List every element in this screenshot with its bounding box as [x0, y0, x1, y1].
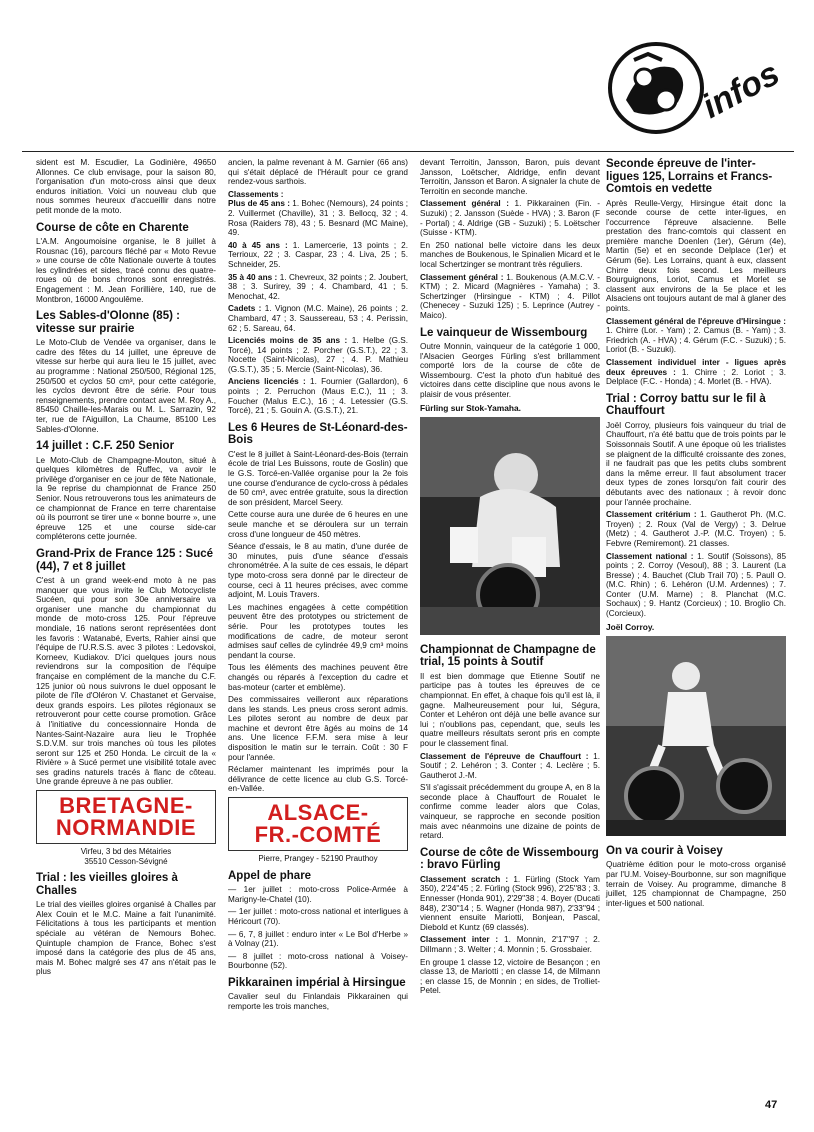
heading-inter-ligues: Seconde épreuve de l'inter-ligues 125, Lorrains et Francs-Comtois en vedette: [606, 158, 773, 195]
paragraph: Les machines engagées à cette compétition peuvent être des prototypes ou strictement de série. Pour les prototypes toutes les modifications de cadre, de moteur seront admises sauf celles de cylindrée 49,9 cm³ moins pendant la course.: [228, 602, 408, 660]
heading-charente: Course de côte en Charente: [36, 221, 189, 234]
paragraph: Tous les éléments des machines peuvent être changés ou réparés à l'exception du cadre et bas-moteur (carter et emblème).: [228, 663, 408, 692]
result-label: Classement général de l'épreuve d'Hirsingue :: [606, 316, 786, 326]
paragraph: Cette course aura une durée de 6 heures en une seule manche et se déroulera sur un terrain cross d'une longueur de 450 mètres.: [228, 510, 408, 539]
paragraph: Le Moto-Club de Champagne-Mouton, situé à quelques kilomètres de Ruffec, va avoir le privilège d'organiser en ce jour de fête Nationale, la 9e reprise du championnat de France 250 Senior. Nous retrouverons tous les animateurs de ce championnat de France en terre charentaise où ils pourront se tirer une « bonne bourre », une épreuve 125 et une course side-car compléterons cette journée.: [36, 455, 216, 542]
paragraph: C'est le 8 juillet à Saint-Léonard-des-Bois (terrain école de trial Les Buissons, route de Goslin) que le G.S. Torcé-en-Vallée organise pour la 2e fois une course d'endurance de cyclo-cross à pédales de 50 cm³, avec entrée gratuite, sous la direction de son président, Marcel Seery.: [228, 449, 408, 507]
intro-paragraph: sident est M. Escudier, La Godinière, 49650 Allonnes. Ce club envisage, pour la saison 80, l'organisation d'un moto-cross ainsi que deux enduros initiation. Voici un nouveau club que nous sommes heureux d'accueillir dans notre petit monde de la moto.: [36, 158, 216, 215]
heading-trial-corroy: Trial : Corroy battu sur le fil à Chauffourt: [606, 392, 766, 418]
paragraph: S'il s'agissait précédemment du groupe A, en 8 la seconde place à Chauffourt de Roualet le confirme comme leader alors que Colas, vainqueur, se rapproche en seconde position mais avec néanmoins une dizaine de points de retard.: [420, 783, 600, 841]
result-label: Cadets :: [228, 304, 262, 314]
agenda-item: — 1er juillet : moto-cross national et interligues à Héricourt (70).: [228, 907, 408, 926]
result-label: Classement inter :: [420, 935, 499, 945]
paragraph: Réclamer maintenant les imprimés pour la délivrance de cette licence au club G.S. Torcé-en-Vallée.: [228, 765, 408, 794]
paragraph: devant Terroitin, Jansson, Baron, puis devant Jansson, Loëtscher, Aldridge, enfin devant Terroitin, Jansson et Baron. A signaler la chute de Terroitin en seconde manche.: [420, 158, 600, 196]
heading-cote-wissembourg: Course de côte de Wissembourg : bravo Fürling: [420, 846, 599, 872]
result-label: Classement général :: [420, 272, 504, 282]
region-title: BRETAGNE-: [59, 793, 193, 819]
result-text: 1. Bohec (Nemours), 24 points ; 2. Vuillermet (Chaville), 31 ; 3. Bellocq, 32 ; 4. Rosa (Raiders 78), 43 ; 5. Besnard (MC Maine), 49.: [228, 199, 408, 238]
result-text: 1. Chevreux, 32 points ; 2. Joubert, 38 ; 3. Surirey, 39 ; 4. Chambard, 41 ; 5. Menochat, 42.: [228, 272, 408, 301]
result-label: 35 à 40 ans :: [228, 272, 278, 282]
column-3: [420, 158, 600, 999]
result-text: 1. Fournier (Gallardon), 6 points ; 2. Perruchon (Maus E.C.), 11 ; 3. Foucher (Malus E.C.), 16 ; 4. Letessier (G.S. Torcé), 21 ; 5. Gouin A. (G.S.T.), 21.: [228, 377, 408, 416]
paragraph: En groupe 1 classe 12, victoire de Besançon ; en classe 13, de Mariotti ; en classe 14, de Milmann ; en classe 15, de Monnin ; en sides, de Trolliet-Petel.: [420, 957, 600, 996]
result-label: Classement critérium :: [606, 510, 697, 520]
region-address: [36, 847, 216, 866]
motorcycle-racer-photo: [420, 417, 600, 635]
result-label: Classement national :: [606, 551, 694, 561]
page-number: 47: [765, 1099, 778, 1111]
region-title: FR.-COMTÉ: [254, 822, 382, 848]
paragraph: Séance d'essais, le 8 au matin, d'une durée de 30 minutes, puis d'une séance d'essais chronométrée. A la suite de ces essais, le départ type moto-cross sera donné par le directeur de course, ceci à 11 heures précises, avec comme adjoint, M. Louis Travers.: [228, 542, 408, 600]
heading-trial-challes: Trial : les vieilles gloires à Challes: [36, 872, 178, 897]
result-label: Anciens licenciés :: [228, 377, 306, 387]
heading-cf250: 14 juillet : C.F. 250 Senior: [36, 440, 175, 453]
paragraph: Outre Monnin, vainqueur de la catégorie 1 000, l'Alsacien Georges Fürling s'est brillamment comporté lors de la course de côte de Wissembourg. C'est la photo d'un habitué des victoires dans cette discipline que nous avons le plaisir de vous présenter.: [420, 342, 600, 399]
result-label: Licenciés moins de 35 ans :: [228, 336, 348, 346]
paragraph: ancien, la palme revenant à M. Garnier (66 ans) qui s'était déplacé de l'Hérault pour ce grand rendez-vous sarthois.: [228, 158, 408, 187]
address-line: Virfeu, 3 bd des Métairies: [80, 847, 172, 857]
paragraph: C'est à un grand week-end moto à ne pas manquer que vous invite le Club Motocycliste Sucéen, qui pour son 30e anniversaire va organiser une manche du championnat du monde de moto-cross 125. Pour l'épreuve mondiale, 16 nations seront représentées dont les favoris : Watanabé, Everts, Rahier ainsi que l'équipe de l'U.R.S.S. avec 3 pilotes : Ledovskoi, Korneev, Kudiakov. D'ici quelques jours nous reviendrons sur la composition de l'équipe française en complément de la manche du C.F. 125 junior où nous suivrons le duel opposant le pilote de l'île d'Oléron V. Chastanet et Gervaise, deux grands espoirs. Les pilotes régionaux se retrouveront pour cette course promotion. Grâce à l'initiative du concessionnaire Honda de Nantes-Saint-Nazaire aura lieu le Trophée S.D.V.M. sur trois manches où tous les pilotes seront sur 125 et 250 Honda. Le circuit de la « Rivière » à Sucé permet une visibilité totale avec ses gradins naturels tracés à flanc de côteau. Une grande épreuve à ne pas oublier.: [36, 576, 216, 787]
column-1: [36, 158, 216, 980]
paragraph: Le trial des vieilles gloires organisé à Challes par Alex Couin et le M.C. Maine a fait l'unanimité. Félicitations à tous les participants et mention spéciale au vétéran de Nemours Bohec. Quintuple champion de France, Bohec s'est imposé dans la catégorie des plus de 45 ans, mais M. Bohec malgré ses 47 ans n'était pas le plus: [36, 900, 216, 977]
agenda-item: — 1er juillet : moto-cross Police-Armée à Marigny-le-Chatel (10).: [228, 885, 408, 904]
result-text: 1. Chirre ; 2. Loriot ; 3. Delplace (F.C. - Honda) ; 4. Morlet (B. - HVA).: [606, 367, 787, 387]
paragraph: Il est bien dommage que Etienne Soutif ne participe pas à toutes les épreuves de ce championnat. En effet, à chaque fois qu'il est là, il gagne. Malheureusement pour lui, Ségura, Conter et Lehéron ont déjà une belle avance sur lui ; n'oublions pas, cependant, que, seuls les quatre meilleurs résultats seront pris en compte pour le classement final.: [420, 671, 600, 748]
result-label: Classement général :: [420, 199, 509, 209]
logo-wordmark: infos: [696, 54, 786, 126]
heading-appel-phare: Appel de phare: [228, 869, 312, 882]
result-label: Classement scratch :: [420, 874, 509, 884]
paragraph: En 250 national belle victoire dans les deux manches de Boukenous, le Spinalien Micard et le local Schertzinger se montrant très réguliers.: [420, 240, 600, 269]
result-text: 1. Chirre (Lor. - Yam) ; 2. Camus (B. - Yam) ; 3. Friedrich (A. - HVA) ; 4. Gérum (F.C. - Suzuki) ; 5. Loriot (B. - Suzuki).: [606, 326, 786, 355]
header-rule: [22, 151, 794, 152]
photo-caption: Fürling sur Stok-Yamaha.: [420, 402, 521, 413]
result-text: 1. Pikkarainen (Fin. - Suzuki) ; 2. Jansson (Suède - HVA) ; 3. Baron (F - Portal) ; 4. Aldrige (GB - Suzuki) ; 5. Loëtscher (Suisse - KTM).: [420, 199, 600, 238]
result-text: 1. Monnin, 2'17''97 ; 2. Dillmann ; 3. Welter ; 4. Monnin ; 5. Grossbaier.: [420, 935, 601, 954]
heading-champagne-trial: Championnat de Champagne de trial, 15 points à Soutif: [420, 643, 596, 669]
result-text: 1. Helbe (G.S. Torcé), 14 points ; 2. Porcher (G.S.T.), 22 ; 3. Nocette (Saint-Nicolas), 27 ; 4. P. Mathieu (G.S.T.), 35 ; 5. Mercie (Saint-Nicolas), 36.: [228, 336, 408, 374]
result-text: 1. Gautherot Ph. (M.C. Troyen) ; 2. Roux (Val de Vergy) ; 3. Delrue (Metz) ; 4. Gautherot J.-P. (M.C. Troyen) ; 5. Febvre (Remiremont). 21 classes.: [606, 510, 786, 548]
result-label: Classement de l'épreuve de Chauffourt :: [420, 751, 589, 761]
result-label: Plus de 45 ans :: [228, 199, 290, 209]
trial-rider-photo: [606, 636, 786, 836]
infos-logo: [604, 40, 786, 136]
result-text: 1. Soutif (Soissons), 85 points ; 2. Corroy (Vesoul), 88 ; 3. Laurent (La Bresse) ; 4. Bauchet (Club Trail 70) ; 5. Paull O. (M.C. Rhin) ; 6. Lehéron (U.M. Ardennes) ; 7. Conter (U.M. Marne) ; 8. Planchat (M.C. Sochaux) ; 9. Hantz (Corcieux) ; 10. Broglio Ch. (Corcieux).: [606, 551, 786, 619]
result-text: 1. Boukenous (A.M.C.V. - KTM) ; 2. Micard (Magnières - Yamaha) ; 3. Schertzinger (Hirsingue - KTM) ; 4. Pillot (Chenecey - Suzuki 125) ; 5. Leprince (Autrey - Maico).: [420, 272, 600, 320]
photo-caption: Joël Corroy.: [606, 621, 655, 632]
heading-wissembourg-winner: Le vainqueur de Wissembourg: [420, 326, 588, 339]
paragraph: L'A.M. Angoumoisine organise, le 8 juillet à Rousnac (16), parcours fléché par « Moto Revue » une course de côte Nationale ouverte à toutes les cylindrées et sides, tracé connu des quatre-roues où de bons chronos sont enregistrés. Engagement : M. Jean Forillière, 140, rue de Montbron, 16000 Angoulême.: [36, 237, 216, 304]
agenda-item: — 6, 7, 8 juillet : enduro inter « Le Bol d'Herbe » à Volnay (21).: [228, 929, 408, 949]
region-title: NORMANDIE: [55, 815, 197, 841]
agenda-item: — 8 juillet : moto-cross national à Voisey-Bourbonne (52).: [228, 951, 408, 971]
region-box-bretagne: [36, 790, 216, 844]
paragraph: Quatrième édition pour le moto-cross organisé par l'U.M. Voisey-Bourbonne, sur son magnifique terrain de Voisey. Au programme, dimanche 8 juillet, 125 championnat de Champagne, 250 inter-ligues et 500 national.: [606, 860, 786, 908]
result-label: 40 à 45 ans :: [228, 240, 288, 250]
region-address: Pierre, Prangey - 52190 Prauthoy: [258, 854, 378, 864]
heading-gp125: Grand-Prix de France 125 : Sucé (44), 7 et 8 juillet: [36, 548, 214, 573]
heading-voisey: On va courir à Voisey: [606, 844, 723, 857]
address-line: 35510 Cesson-Sévigné: [84, 856, 168, 866]
result-text: 1. Vignon (M.C. Maine), 26 points ; 2. Chambard, 47 ; 3. Saussereau, 53 ; 4. Perissin, 62 ; 5. Sareau, 64.: [228, 304, 408, 333]
column-2: [228, 158, 408, 1015]
column-4: [606, 158, 786, 911]
result-text: 1. Lamercerie, 13 points ; 2. Terrioux, 22 ; 3. Caspar, 23 ; 4. Liva, 25 ; 5. Schneider, 25.: [228, 240, 409, 269]
paragraph: Cavalier seul du Finlandais Pikkarainen qui remporte les trois manches,: [228, 992, 408, 1011]
result-label: Classement individuel inter - ligues après deux épreuves :: [606, 358, 786, 377]
paragraph: Le Moto-Club de Vendée va organiser, dans le cadre des fêtes du 14 juillet, une épreuve de vitesse sur herbe qui aura lieu le 15 juillet, avec au programme : National 250/500, Régional 125, 250/500 et cyclos 50 cm³, pour cette catégorie, les cyclos devront être de série. Pour tous renseignements, prendre contact avec M. Roy A., 85450 Chaille-les-Marais ou M. L. Sarrazin, 92 ter, rue de l'Aiguillon, La Chaume, 85100 Les Sables-d'Olonne.: [36, 338, 216, 434]
region-box-alsace: [228, 797, 408, 851]
heading-pikkarainen: Pikkarainen impérial à Hirsingue: [228, 976, 406, 989]
result-text: 1. Soutif ; 2. Lehéron ; 3. Conter ; 4. Leclère ; 5. Gautherot J.-M.: [420, 751, 600, 780]
paragraph: Joël Corroy, plusieurs fois vainqueur du trial de Chauffourt, n'a été battu que de trois points par le Soissonnais Soutif. A une époque où les trialistes se plaignent de la difficulté croissante des zones, il ne faudrait pas que les petits clubs sombrent dans la même erreur. Il faut absolument tracer deux types de zones lorsqu'on fait courir des débutants avec des nationaux ; à revoir donc pour l'année prochaine.: [606, 420, 786, 507]
classements-label: Classements :: [228, 189, 284, 199]
region-title: ALSACE-: [267, 800, 369, 826]
result-text: 1. Fürling (Stock Yam 350), 2'24''45 ; 2. Fürling (Stock 996), 2'25''83 ; 3. Ennesser (Honda 901), 2'29''38 ; 4. Boyer (Ducati 848), 2'30''14 ; 5. Wagner (Honda 987), 2'33''94 ; viennent ensuite Mariotti, Bonjean, Pascal, Diebold et Kuntz (69 classés).: [420, 874, 600, 932]
heading-6-heures: Les 6 Heures de St-Léonard-des-Bois: [228, 421, 408, 447]
paragraph: Après Reulle-Vergy, Hirsingue était donc la seconde course de cette inter-ligues, en l'occurrence l'épreuve alsacienne. Belle prestation des franc-comtois qui classent en première manche Doenlen (1er), Gérum (4e), Martin (5e) et en seconde Delplace (1er) et Gérum (6e). Les Lorrains, quant à eux, classent Chirre deux fois second. Les meilleurs Bourguignons, Loriot, Camus et Morlet se classent aux environs de la 5e place et les Alsaciens ont toujours autant de mal à glaner des points.: [606, 198, 786, 314]
paragraph: Des commissaires veilleront aux réparations dans les stands. Les pneus cross seront admis. Les pilotes seront au nombre de deux par machine et devront être âgés au moins de 14 ans. Une licence F.F.M. sera mise à leur disposition le matin sur le terrain. Coût : 30 F pour l'année.: [228, 695, 408, 762]
heading-sables: Les Sables-d'Olonne (85) : vitesse sur prairie: [36, 310, 180, 335]
